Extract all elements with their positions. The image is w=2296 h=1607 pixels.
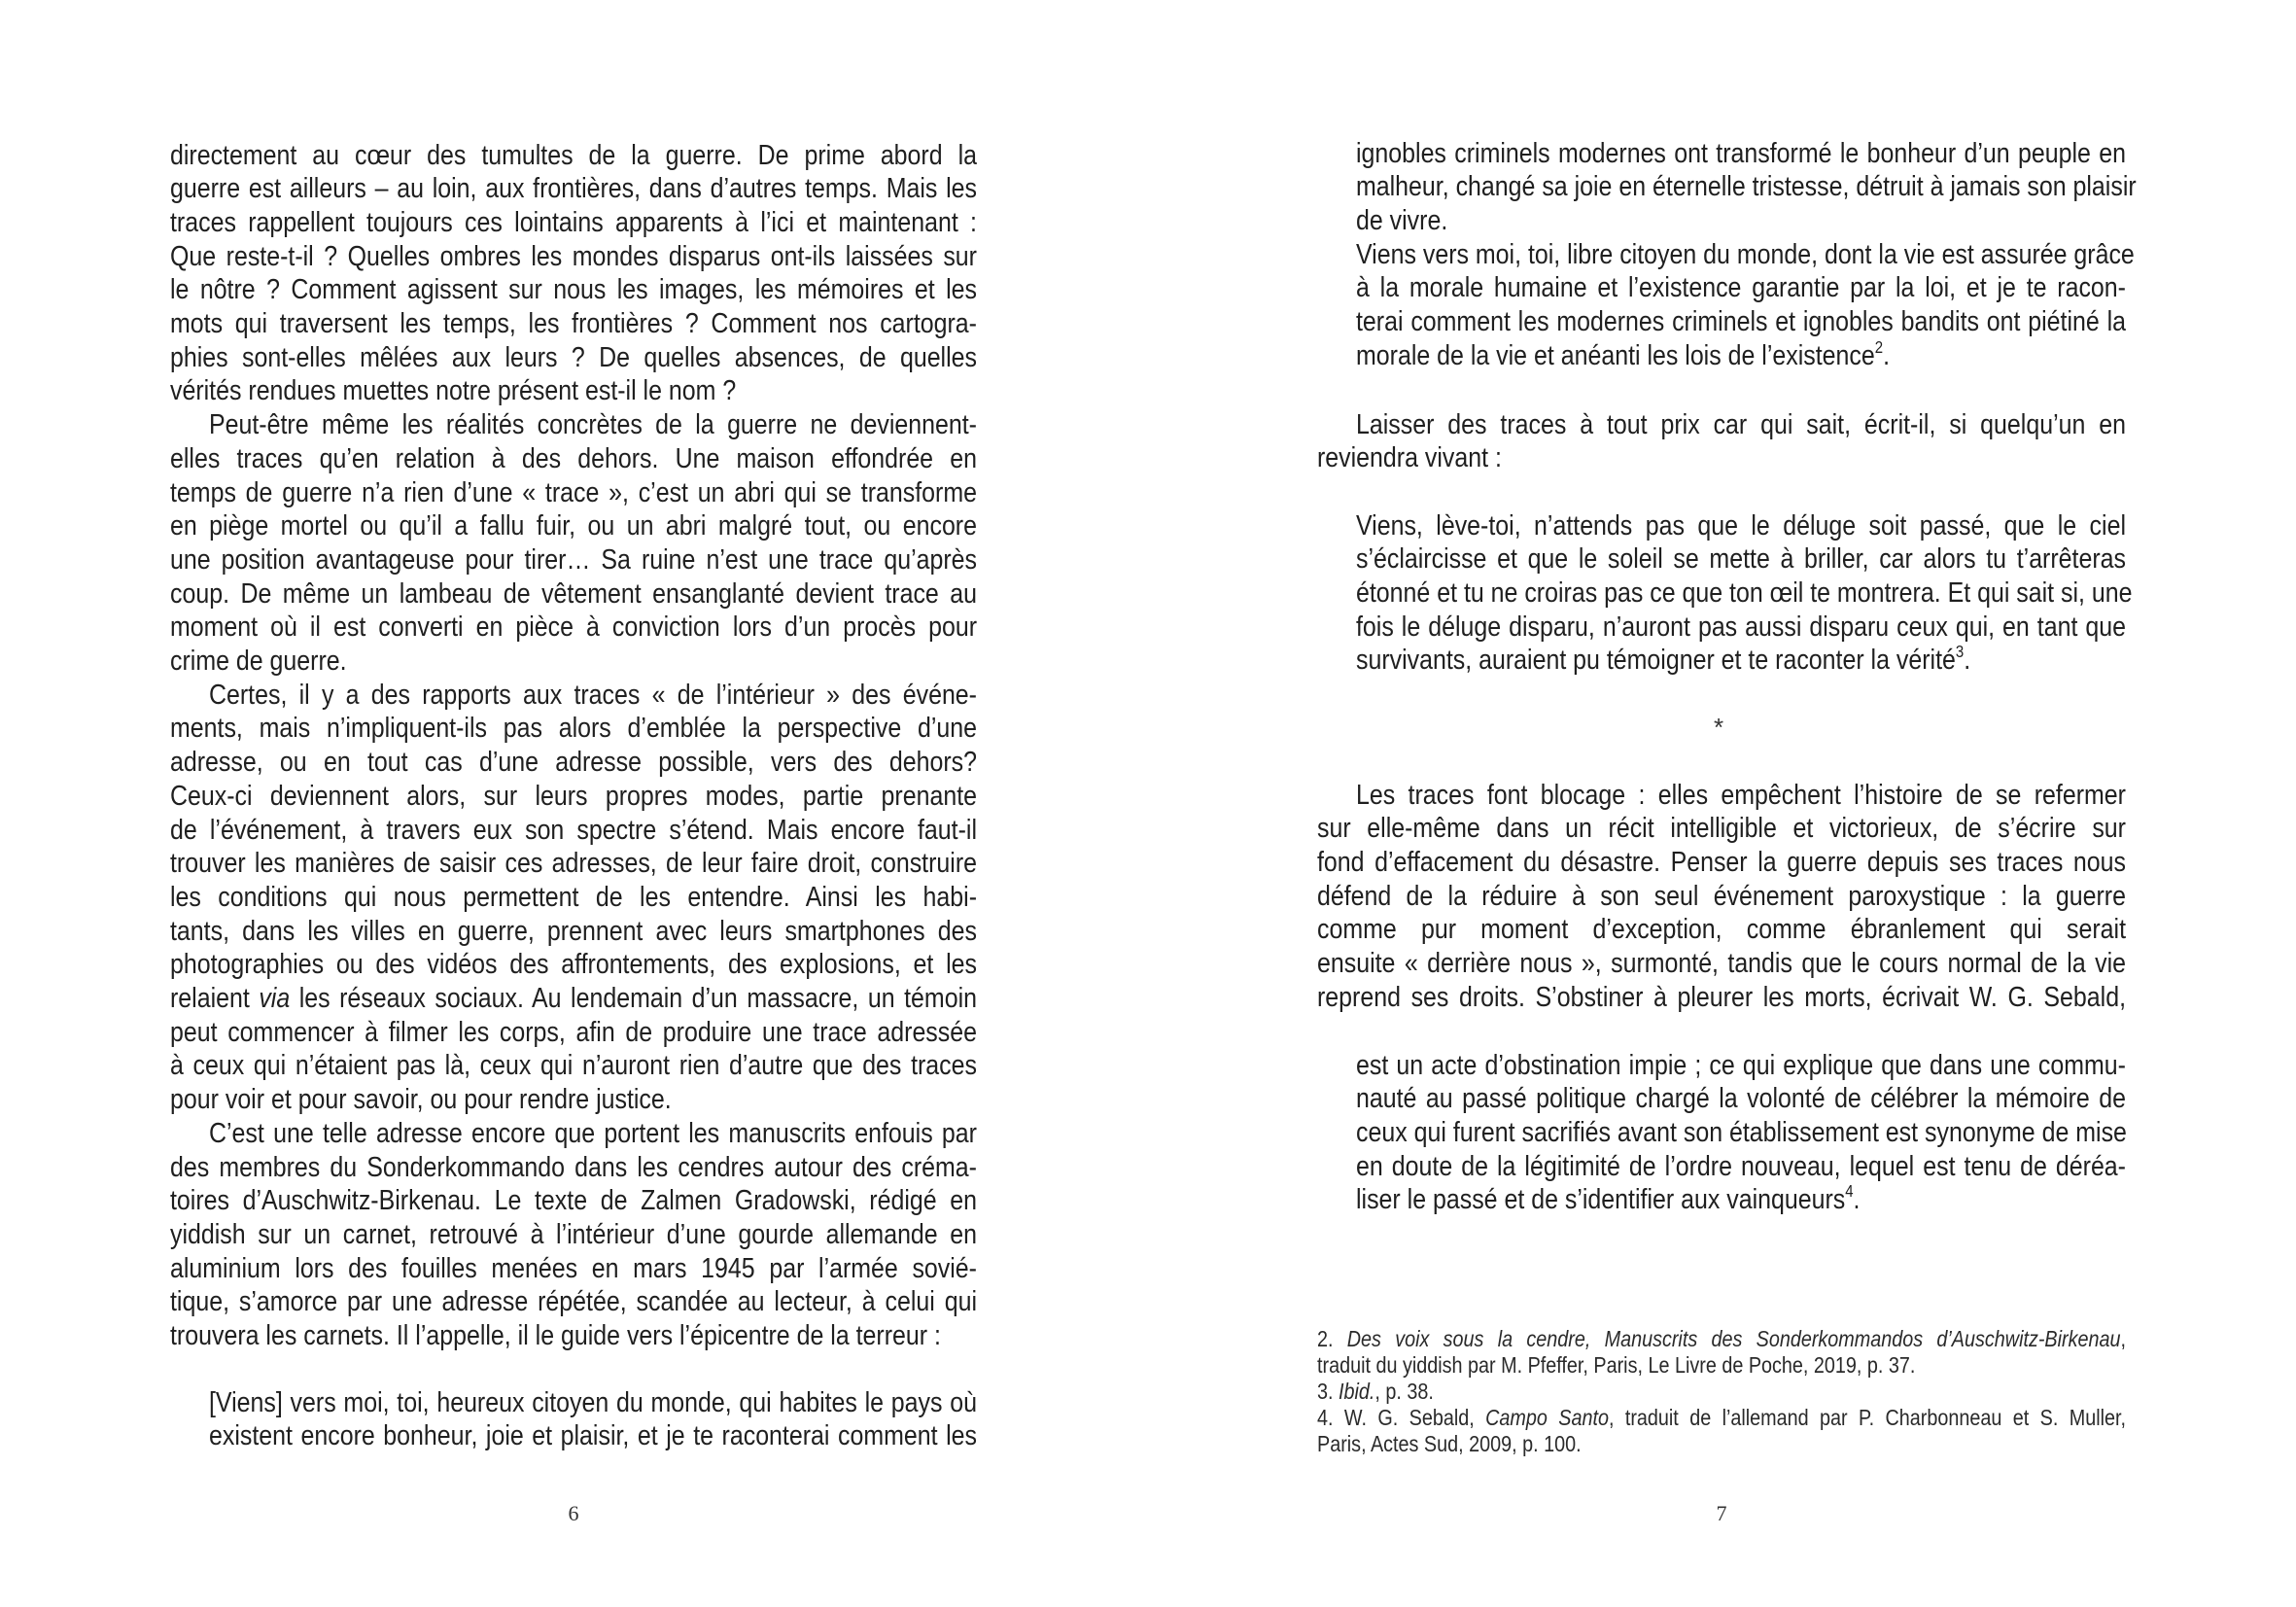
line-text: fond d’effacement du désastre. Penser la guerre depuis ses traces nous — [1317, 846, 2126, 878]
line-text: ments, mais n’impliquent-ils pas alors d’emblée la perspective d’une — [170, 713, 977, 745]
paragraph-line — [170, 814, 977, 848]
paragraph-line — [1317, 880, 2126, 914]
line-text: adresse, ou en tout cas d’une adresse possible, vers des dehors? — [170, 747, 977, 779]
period: . — [1853, 1184, 1861, 1216]
blockquote-line — [209, 1386, 977, 1420]
paragraph-line — [170, 341, 977, 375]
line-text: ceux qui furent sacrifiés avant son établissement est synonyme de mise — [1356, 1116, 2127, 1148]
blockquote-line — [1356, 1116, 2126, 1150]
paragraph-line — [170, 1016, 977, 1050]
page-number: 6 — [568, 1501, 579, 1525]
paragraph-line — [1317, 947, 2126, 981]
footnote-text: , — [2120, 1325, 2127, 1351]
line-text: s’éclaircisse et que le soleil se mette à briller, car alors tu t’arrêteras — [1356, 543, 2126, 576]
paragraph-line — [170, 1319, 977, 1353]
footnote-line — [1317, 1405, 2126, 1431]
line-text: le nôtre ? Comment agissent sur nous les images, les mémoires et les — [170, 274, 977, 306]
paragraph-line — [170, 307, 977, 341]
period: . — [1964, 645, 1971, 677]
line-text: aluminium lors des fouilles menées en mars 1945 par l’armée sovié- — [170, 1252, 977, 1284]
line-text: mots qui traversent les temps, les frontières ? Comment nos cartogra- — [170, 308, 977, 339]
blockquote-line — [1356, 509, 2126, 543]
paragraph-line — [170, 1252, 977, 1286]
line-text: elles traces qu’en relation à des dehors. Une maison effondrée en — [170, 442, 977, 474]
paragraph-line — [170, 1285, 977, 1319]
blockquote-line — [209, 1419, 977, 1453]
footnote-title: Ibid. — [1338, 1378, 1375, 1404]
line-text: à ceux qui n’étaient pas là, ceux qui n’auront rien d’autre que des traces — [170, 1050, 977, 1082]
line-text: ensuite « derrière nous », surmonté, tandis que le cours normal de la vie — [1317, 948, 2126, 979]
blockquote-line — [1356, 271, 2126, 305]
footnote-reference[interactable]: 2 — [1874, 336, 1884, 357]
paragraph-line — [170, 206, 977, 240]
paragraph-line — [1317, 812, 2126, 846]
footnote-number: 2. — [1317, 1325, 1334, 1351]
paragraph-line — [170, 645, 977, 679]
line-text: Certes, il y a des rapports aux traces « de l’intérieur » des événe- — [209, 679, 977, 711]
italic-text: via — [259, 983, 291, 1014]
footnote-line — [1317, 1326, 2126, 1352]
line-text: Viens vers moi, toi, libre citoyen du monde, dont la vie est assurée grâce — [1356, 238, 2135, 270]
line-text: toires d’Auschwitz-Birkenau. Le texte de Zalmen Gradowski, rédigé en — [170, 1185, 977, 1217]
line-text: étonné et tu ne croiras pas ce que ton œil te montrera. Et qui sait si, une — [1356, 576, 2133, 609]
paragraph-line — [170, 847, 977, 881]
blockquote-line — [1356, 1183, 2126, 1217]
line-text: sur elle-même dans un récit intelligible et victorieux, de s’écrire sur — [1317, 813, 2126, 845]
line-text: morale de la vie et anéanti les lois de l’existence — [1356, 339, 1875, 371]
text-segment: les réseaux sociaux. Au lendemain d’un massacre, un témoin — [290, 983, 977, 1014]
paragraph-line — [170, 712, 977, 746]
paragraph-line — [170, 1049, 977, 1083]
paragraph-line — [1317, 913, 2126, 947]
blockquote-line — [1356, 1049, 2126, 1083]
paragraph-line — [1317, 981, 2126, 1015]
line-text: reprend ses droits. S’obstiner à pleurer les morts, écrivait W. G. Sebald, — [1317, 981, 2126, 1013]
blockquote-line — [1356, 204, 2126, 238]
line-text: directement au cœur des tumultes de la guerre. De prime abord la — [170, 139, 977, 171]
blockquote-line — [1356, 305, 2126, 339]
paragraph-line — [170, 509, 977, 543]
text-segment: relaient — [170, 983, 260, 1014]
paragraph-line — [170, 374, 977, 408]
paragraph-line — [170, 780, 977, 814]
footnote-reference[interactable]: 3 — [1955, 642, 1965, 662]
paragraph-line — [170, 1218, 977, 1252]
line-text: nauté au passé politique chargé la volonté de célébrer la mémoire de — [1356, 1083, 2126, 1115]
footnote-title: Campo Santo — [1485, 1404, 1609, 1430]
footnote-text — [1334, 1405, 1344, 1430]
line-text: défend de la réduire à son seul événement paroxystique : la guerre — [1317, 880, 2126, 912]
paragraph-line — [209, 1117, 977, 1151]
paragraph-line — [1356, 408, 2126, 442]
blockquote-line — [1356, 238, 2135, 272]
blockquote-line — [1356, 1150, 2126, 1184]
right-page — [1148, 0, 2296, 1607]
line-text: une position avantageuse pour tirer… Sa ruine n’est une trace qu’après — [170, 543, 977, 576]
line-text: phies sont-elles mêlées aux leurs ? De quelles absences, de quelles — [170, 341, 977, 373]
line-text: photographies ou des vidéos des affrontements, des explosions, et les — [170, 949, 977, 981]
line-text: Les traces font blocage : elles empêchent l’histoire de se refermer — [1356, 779, 2126, 811]
paragraph-line — [1317, 846, 2126, 880]
paragraph-line — [170, 881, 977, 915]
period: . — [1883, 339, 1891, 371]
paragraph-line — [170, 442, 977, 476]
footnote-line — [1317, 1379, 2126, 1405]
line-text: des membres du Sonderkommando dans les cendres autour des créma- — [170, 1151, 977, 1183]
blockquote-line — [1356, 170, 2137, 204]
line-text: existent encore bonheur, joie et plaisir, et je te raconterai comment les — [209, 1420, 977, 1452]
blockquote-line — [1356, 542, 2126, 576]
line-text: Viens, lève-toi, n’attends pas que le déluge soit passé, que le ciel — [1356, 509, 2126, 541]
line-text: tique, s’amorce par une adresse répétée, scandée au lecteur, à celui qui — [170, 1286, 977, 1318]
paragraph-line — [170, 172, 977, 206]
line-text: malheur, changé sa joie en éternelle tristesse, détruit à jamais son plaisir — [1356, 171, 2137, 203]
line-text: en doute de la légitimité de l’ordre nouveau, lequel est tenu de déréa- — [1356, 1150, 2126, 1182]
line-text: reviendra vivant : — [1317, 442, 1502, 474]
footnote-text — [1334, 1326, 1347, 1351]
paragraph-line — [170, 577, 977, 611]
blockquote-line — [1356, 611, 2126, 645]
footnote-text: , traduit de l’allemand par P. Charbonneau et S. Muller, — [1608, 1404, 2127, 1430]
line-text: Laisser des traces à tout prix car qui sait, écrit-il, si quelqu’un en — [1356, 408, 2126, 440]
line-text: de l’événement, à travers eux son spectre s’étend. Mais encore faut-il — [170, 814, 977, 846]
line-text: traces rappellent toujours ces lointains apparents à l’ici et maintenant : — [170, 206, 977, 238]
footnote-reference[interactable]: 4 — [1845, 1181, 1854, 1202]
paragraph-line — [170, 476, 977, 510]
line-text: comme pur moment d’exception, comme ébranlement qui serait — [1317, 914, 2126, 946]
page-number: 7 — [1716, 1501, 1727, 1525]
line-text: terai comment les modernes criminels et ignobles bandits ont piétiné la — [1356, 306, 2126, 337]
line-text: fois le déluge disparu, n’auront pas aussi disparu ceux qui, en tant que — [1356, 611, 2126, 643]
paragraph-line — [170, 139, 977, 173]
line-text: temps de guerre n’a rien d’une « trace », c’est un abri qui se transforme — [170, 476, 977, 508]
paragraph-line — [170, 1151, 977, 1185]
line-text: moment où il est converti en pièce à conviction lors d’un procès pour — [170, 611, 977, 644]
line-text: trouver les manières de saisir ces adresses, de leur faire droit, construire — [170, 848, 977, 880]
line-text: les conditions qui nous permettent de les entendre. Ainsi les habi- — [170, 881, 977, 913]
footnote-number: 4. — [1317, 1404, 1334, 1430]
line-text: Que reste-t-il ? Quelles ombres les mondes disparus ont-ils laissées sur — [170, 240, 977, 272]
line-text: ignobles criminels modernes ont transformé le bonheur d’un peuple en — [1356, 137, 2126, 169]
paragraph-line — [170, 982, 977, 1016]
blockquote-line — [1356, 336, 2126, 373]
line-text: C’est une telle adresse encore que portent les manuscrits enfouis par — [209, 1117, 977, 1149]
blockquote-line — [1356, 576, 2133, 611]
paragraph-line — [170, 746, 977, 780]
footnote-text: traduit du yiddish par M. Pfeffer, Paris, Le Livre de Poche, 2019, p. 37. — [1317, 1351, 1916, 1378]
line-text: survivants, auraient pu témoigner et te raconter la vérité — [1356, 645, 1956, 677]
footnote-title: Des voix sous la cendre, Manuscrits des Sonderkommandos d’Auschwitz-Birkenau — [1346, 1325, 2121, 1351]
line-text: tants, dans les villes en guerre, prennent avec leurs smartphones des — [170, 915, 977, 947]
line-text: guerre est ailleurs – au loin, aux frontières, dans d’autres temps. Mais les — [170, 173, 977, 205]
paragraph-line — [170, 273, 977, 307]
footnote-line — [1317, 1431, 2126, 1457]
line-text: en piège mortel ou qu’il a fallu fuir, ou un abri malgré tout, ou encore — [170, 510, 977, 542]
line-text: [Viens] vers moi, toi, heureux citoyen du monde, qui habites le pays où — [209, 1386, 977, 1418]
paragraph-line — [209, 408, 977, 442]
line-text: Ceux-ci deviennent alors, sur leurs propres modes, partie prenante — [170, 780, 977, 812]
line-text: pour voir et pour savoir, ou pour rendre justice. — [170, 1084, 672, 1116]
paragraph-line — [170, 611, 977, 645]
line-text: liser le passé et de s’identifier aux vainqueurs — [1356, 1184, 1846, 1216]
line-text: trouvera les carnets. Il l’appelle, il le guide vers l’épicentre de la terreur : — [170, 1320, 941, 1351]
line-text: Peut-être même les réalités concrètes de la guerre ne deviennent- — [209, 409, 977, 441]
footnote-text: , p. 38. — [1374, 1378, 1434, 1404]
line-text: crime de guerre. — [170, 646, 347, 677]
line-text: est un acte d’obstination impie ; ce qui explique que dans une commu- — [1356, 1049, 2126, 1081]
line-text: coup. De même un lambeau de vêtement ensanglanté devient trace au — [170, 577, 977, 610]
footnote-number: 3. — [1317, 1378, 1334, 1404]
line-text: à la morale humaine et l’existence garantie par la loi, et je te racon- — [1356, 272, 2126, 304]
paragraph-line — [170, 1083, 977, 1117]
paragraph-line — [170, 240, 977, 274]
line-text: yiddish sur un carnet, retrouvé à l’intérieur d’une gourde allemande en — [170, 1218, 977, 1250]
footnote-line — [1317, 1352, 2126, 1379]
line-text: peut commencer à filmer les corps, afin de produire une trace adressée — [170, 1016, 977, 1048]
paragraph-line — [170, 543, 977, 577]
blockquote-line — [1356, 644, 2126, 678]
line-text: vérités rendues muettes notre présent est-il le nom ? — [170, 375, 737, 407]
paragraph-line — [170, 948, 977, 982]
footnote-text: W. G. Sebald, — [1343, 1404, 1486, 1430]
paragraph-line — [170, 915, 977, 949]
line-text: de vivre. — [1356, 204, 1448, 236]
blockquote-line — [1356, 137, 2126, 171]
paragraph-line — [1317, 441, 2126, 475]
section-break-asterisk: * — [1713, 713, 1724, 742]
footnote-text: Paris, Actes Sud, 2009, p. 100. — [1317, 1430, 1582, 1456]
paragraph-line — [209, 679, 977, 713]
paragraph-line — [170, 1184, 977, 1218]
blockquote-line — [1356, 1082, 2126, 1116]
paragraph-line — [1356, 779, 2126, 813]
